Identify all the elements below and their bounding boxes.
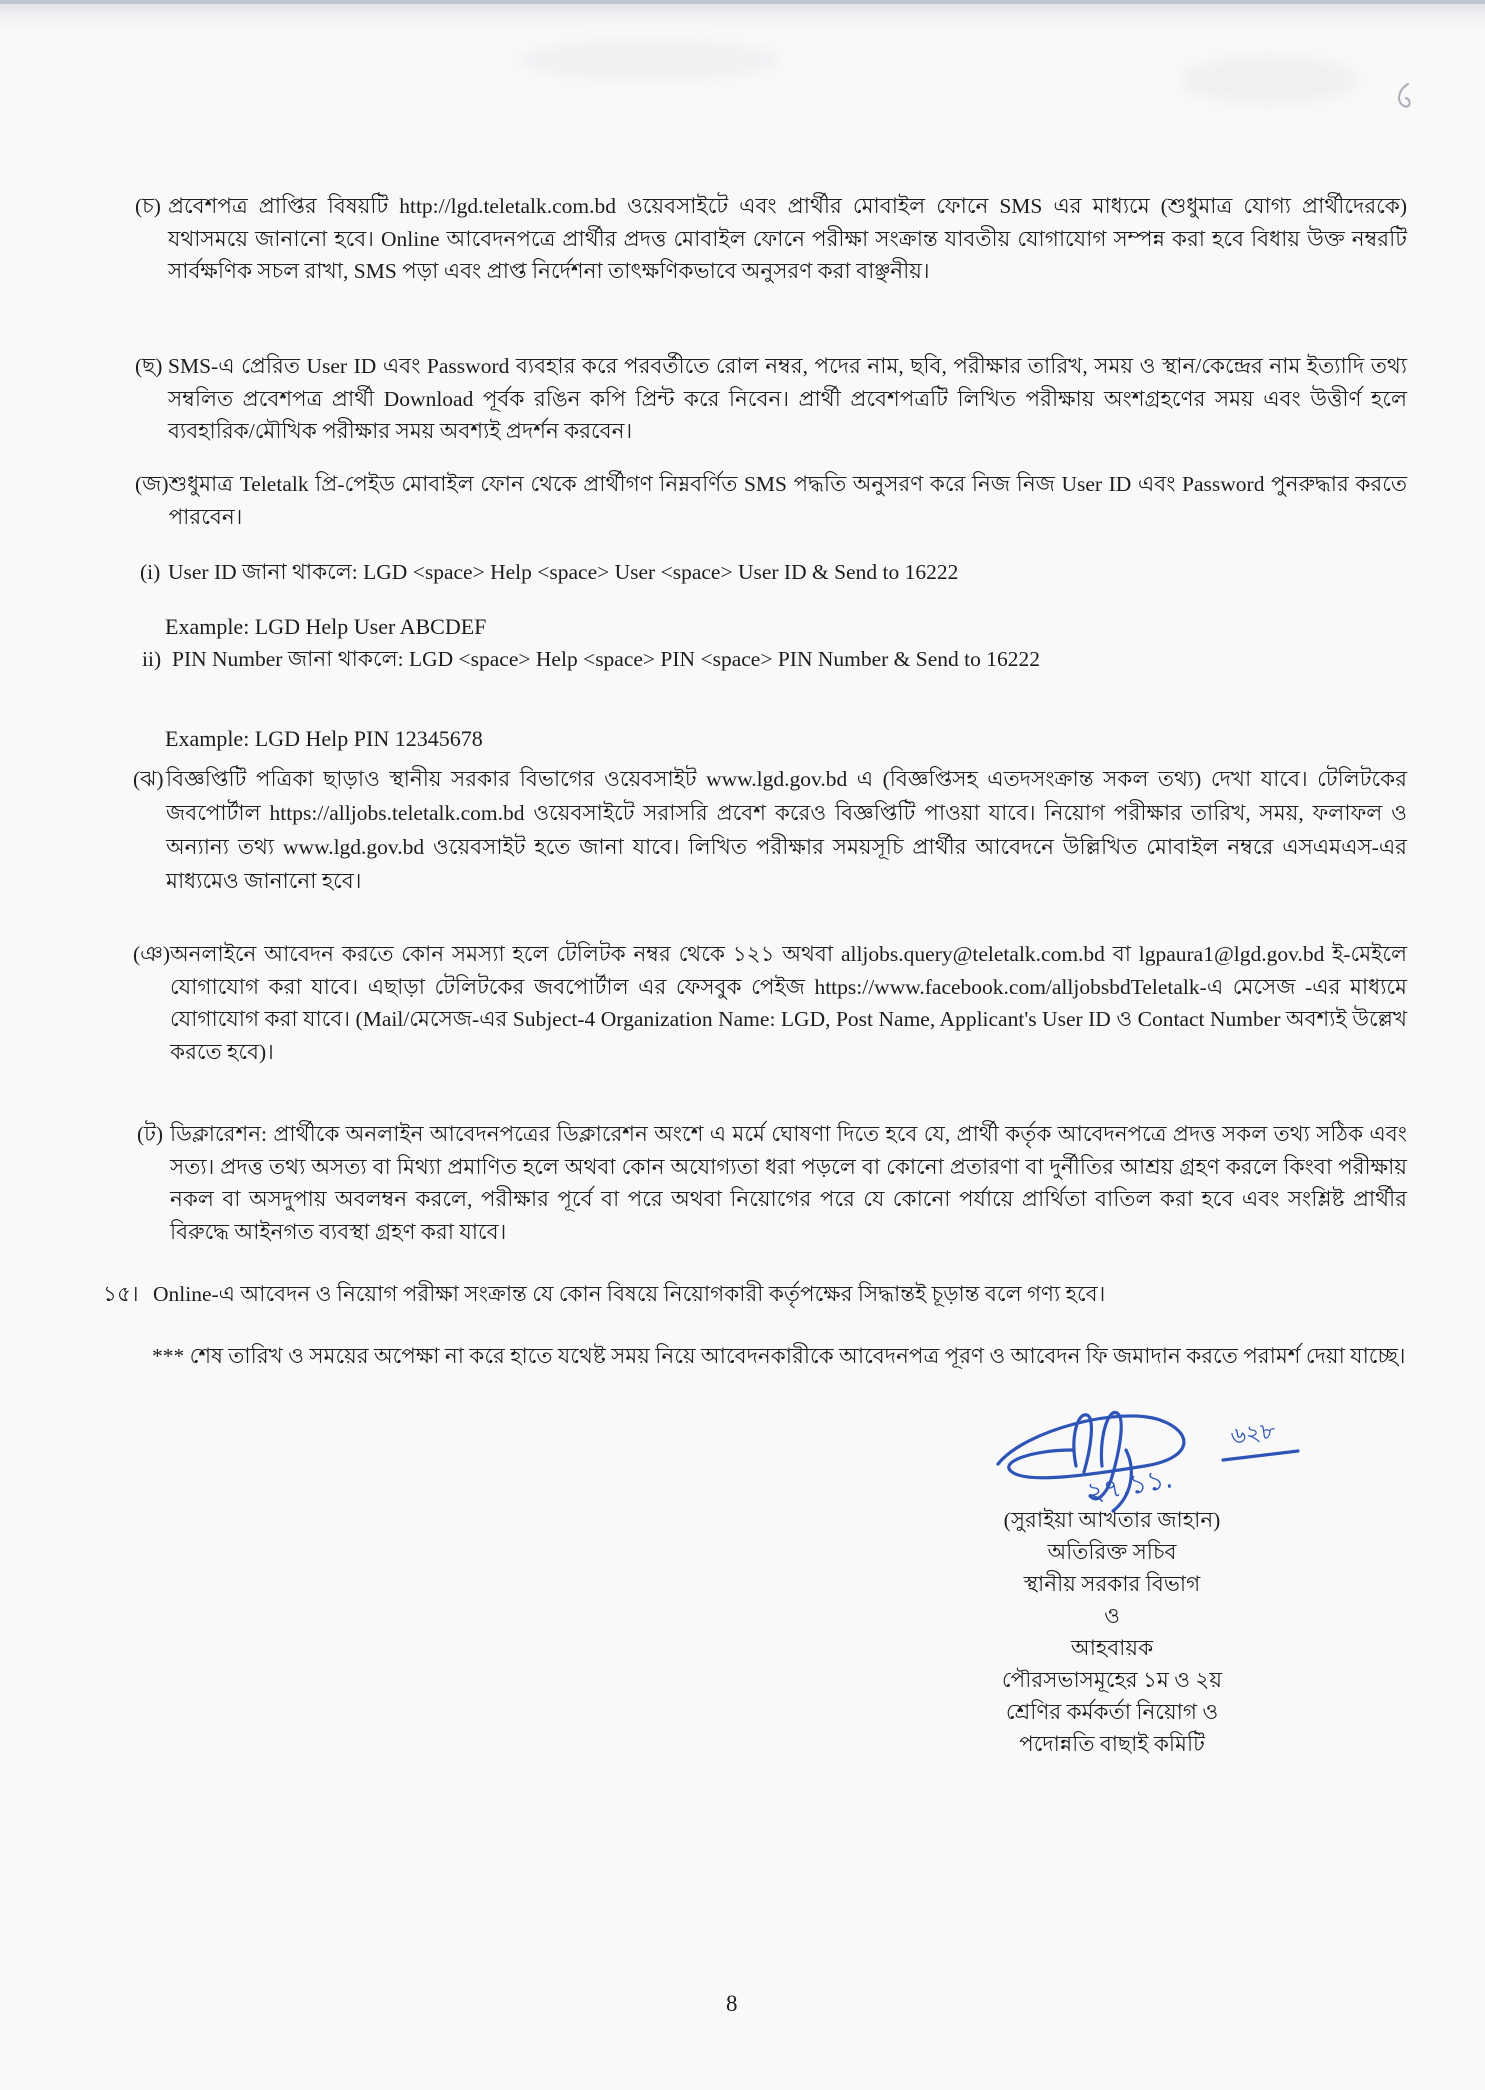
paragraph-chha — [135, 350, 1407, 448]
paragraph-text: User ID জানা থাকলে: LGD <space> Help <space> User <space> User ID & Send to 16222 — [168, 560, 959, 584]
paragraph-label: (ট) — [137, 1122, 164, 1146]
signatory-role: আহবায়ক — [1070, 1636, 1154, 1660]
paragraph-label: ১৫। — [103, 1282, 139, 1306]
signatory-title: অতিরিক্ত সচিব — [1047, 1540, 1177, 1564]
paragraph-text: অনলাইনে আবেদন করতে কোন সমস্যা হলে টেলিটক নম্বর থেকে ১২১ অথবা alljobs.query@teletalk.com.bd বা lgpaura1@lgd.gov.bd ই-মেইলে যোগাযোগ করা যাবে। এছাড়া টেলিটকের জবপোর্টাল এর ফেসবুক পেইজ https://www.facebook.com/alljobsbdTeletalk-এ মেসেজ -এর মাধ্যমে যোগাযোগ করা যাবে। (Mail/মেসেজ-এর Subject-4 Organization Name: LGD, Post Name, Applicant's User ID ও Contact Number অবশ্যই উল্লেখ করতে হবে)। — [170, 942, 1407, 1064]
paragraph-cha — [135, 190, 1407, 288]
scan-mark — [1388, 80, 1418, 121]
paragraph-text: বিজ্ঞপ্তিটি পত্রিকা ছাড়াও স্থানীয় সরকার বিভাগের ওয়েবসাইট www.lgd.gov.bd এ (বিজ্ঞপ্তিসহ এতদসংক্রান্ত সকল তথ্য) দেখা যাবে। টেলিটকের জবপোর্টাল https://alljobs.teletalk.com.bd ওয়েবসাইটে সরাসরি প্রবেশ করেও বিজ্ঞপ্তিটি পাওয়া যাবে। নিয়োগ পরীক্ষার তারিখ, সময়, ফলাফল ও অন্যান্য তথ্য www.lgd.gov.bd ওয়েবসাইট হতে জানা যাবে। লিখিত পরীক্ষার সময়সূচি প্রার্থীর আবেদনে উল্লিখিত মোবাইল নম্বরে এসএমএস-এর মাধ্যমেও জানানো হবে। — [166, 767, 1407, 893]
paragraph-ja — [135, 468, 1407, 533]
paragraph-text: ডিক্লারেশন: প্রার্থীকে অনলাইন আবেদনপত্রের ডিক্লারেশন অংশে এ মর্মে ঘোষণা দিতে হবে যে, প্রার্থী কর্তৃক আবেদনপত্রে প্রদত্ত সকল তথ্য সঠিক এবং সত্য। প্রদত্ত তথ্য অসত্য বা মিথ্যা প্রমাণিত হলে অথবা কোন অযোগ্যতা ধরা পড়লে বা কোনো প্রতারণা বা দুর্নীতির আশ্রয় গ্রহণ করলে কিংবা পরীক্ষায় নকল বা অসদুপায় অবলম্বন করলে, পরীক্ষার পূর্বে বা পরে অথবা নিয়োগের পরে যে কোনো পর্যায়ে প্রার্থিতা বাতিল করা হবে এবং সংশ্লিষ্ট প্রার্থীর বিরুদ্ধে আইনগত ব্যবস্থা গ্রহণ করা যাবে। — [170, 1122, 1407, 1244]
paragraph-text: Online-এ আবেদন ও নিয়োগ পরীক্ষা সংক্রান্ত যে কোন বিষয়ে নিয়োগকারী কর্তৃপক্ষের সিদ্ধান্তই চূড়ান্ত বলে গণ্য হবে। — [153, 1282, 1106, 1306]
example-line-user: Example: LGD Help User ABCDEF — [165, 614, 487, 639]
sms-instruction-line-i — [140, 556, 1405, 589]
paragraph-label: (ছ) — [135, 354, 163, 378]
scan-blotch — [520, 40, 780, 80]
paragraph-text: শুধুমাত্র Teletalk প্রি-পেইড মোবাইল ফোন থেকে প্রার্থীগণ নিম্নবর্ণিত SMS পদ্ধতি অনুসরণ করে নিজ নিজ User ID এবং Password পুনরুদ্ধার করতে পারবেন। — [168, 472, 1407, 529]
signature-underline-right — [1223, 1451, 1298, 1460]
signatory-department: স্থানীয় সরকার বিভাগ — [1023, 1572, 1201, 1596]
page-number: 8 — [726, 1991, 738, 2016]
paragraph-ta — [137, 1118, 1407, 1248]
signatory-committee-line: পদোন্নতি বাছাই কমিটি — [1019, 1732, 1205, 1756]
signature-ink — [980, 1392, 1310, 1520]
signature-note-text: ৬২৮ — [1229, 1417, 1278, 1450]
paragraph-text: *** শেষ তারিখ ও সময়ের অপেক্ষা না করে হাতে যথেষ্ট সময় নিয়ে আবেদনকারীকে আবেদনপত্র পূরণ ও আবেদন ফি জমাদান করতে পরামর্শ দেয়া যাচ্ছে। — [152, 1344, 1406, 1368]
paragraph-text: PIN Number জানা থাকলে: LGD <space> Help <space> PIN <space> PIN Number & Send to 16222 — [172, 647, 1040, 671]
scan-artifact-top-band — [0, 0, 1485, 34]
signatory-block — [952, 1504, 1272, 1760]
signature-date-text: ২৭.১১. — [1083, 1463, 1176, 1509]
paragraph-label: (i) — [140, 560, 161, 584]
paragraph-text: SMS-এ প্রেরিত User ID এবং Password ব্যবহার করে পরবর্তীতে রোল নম্বর, পদের নাম, ছবি, পরীক্ষার তারিখ, সময় ও স্থান/কেন্দ্রের নাম ইত্যাদি তথ্য সম্বলিত প্রবেশপত্র প্রার্থী Download পূর্বক রঙিন কপি প্রিন্ট করে নিবেন। প্রার্থী প্রবেশপত্রটি লিখিত পরীক্ষায় অংশগ্রহণের সময় এবং উত্তীর্ণ হলে ব্যবহারিক/মৌখিক পরীক্ষার সময় অবশ্যই প্রদর্শন করবেন। — [168, 354, 1407, 443]
signatory-conjunction: ও — [1104, 1604, 1120, 1628]
sms-instruction-line-ii — [142, 643, 1405, 676]
paragraph-text: প্রবেশপত্র প্রাপ্তির বিষয়টি http://lgd.teletalk.com.bd ওয়েবসাইটে এবং প্রার্থীর মোবাইল ফোনে SMS এর মাধ্যমে (শুধুমাত্র যোগ্য প্রার্থীদেরকে) যথাসময়ে জানানো হবে। Online আবেদনপত্রে প্রার্থীর প্রদত্ত মোবাইল ফোনে পরীক্ষা সংক্রান্ত যাবতীয় যোগাযোগ সম্পন্ন করা হবে বিধায় উক্ত নম্বরটি সার্বক্ষণিক সচল রাখা, SMS পড়া এবং প্রাপ্ত নির্দেশনা তাৎক্ষণিকভাবে অনুসরণ করা বাঞ্ছনীয়। — [168, 194, 1407, 283]
item-15 — [103, 1278, 1403, 1311]
advisory-note — [152, 1340, 1407, 1373]
signatory-committee-line: পৌরসভাসমূহের ১ম ও ২য় — [1001, 1668, 1223, 1692]
signatory-committee-line: শ্রেণির কর্মকর্তা নিয়োগ ও — [1005, 1700, 1219, 1724]
example-line-pin: Example: LGD Help PIN 12345678 — [165, 726, 483, 751]
signatory-name: (সুরাইয়া আখতার জাহান) — [1003, 1508, 1221, 1532]
paragraph-jha — [133, 762, 1407, 898]
paragraph-label: (জ) — [135, 472, 169, 496]
paragraph-label: ii) — [142, 647, 162, 671]
paragraph-label: (চ) — [135, 194, 161, 218]
paragraph-label: (ঝ) — [133, 767, 164, 791]
paragraph-label: (ঞ) — [133, 942, 171, 966]
paragraph-nga — [133, 938, 1407, 1068]
scan-blotch — [1180, 55, 1360, 105]
